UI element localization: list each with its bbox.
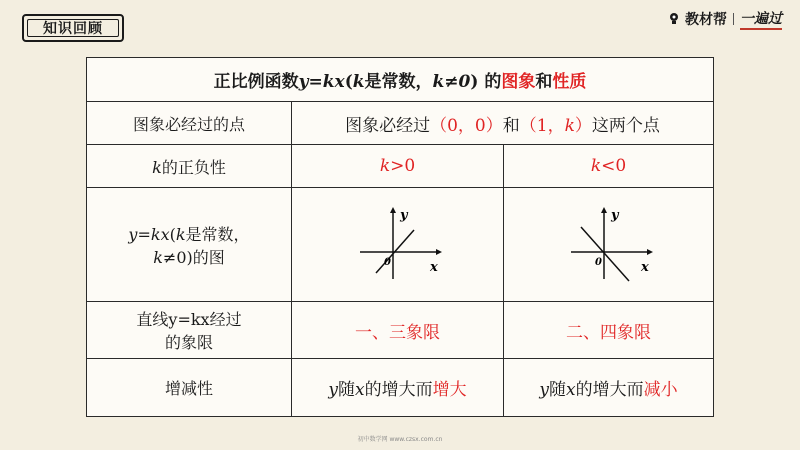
mono-pos-mid1: 随 — [338, 380, 355, 400]
lightbulb-icon — [669, 12, 679, 26]
point-second-open: （1， — [519, 115, 565, 136]
graph-label-k: k — [175, 224, 186, 244]
graph-positive — [348, 205, 448, 285]
section-tag-label: 知识回顾 — [27, 19, 119, 37]
sign-positive-k: k — [379, 156, 391, 176]
y-axis-arrow — [390, 207, 396, 213]
mono-neg-mid2: 的增大而 — [575, 380, 644, 400]
sign-positive-rest: >0 — [390, 156, 416, 176]
title-cond: k≠0 — [432, 72, 471, 92]
sign-label-k: k — [152, 157, 162, 177]
point-origin: （0，0） — [430, 115, 503, 136]
footer-watermark: 初中数学网 www.czsx.com.cn — [357, 436, 443, 443]
graph-positive-cell — [292, 188, 504, 302]
title-formula: y=kx — [298, 72, 345, 92]
mono-neg-x: x — [566, 380, 576, 400]
graph-label2-k: k — [153, 247, 163, 267]
graph-label-line2 — [87, 245, 291, 268]
monotonicity-positive — [292, 359, 504, 417]
quadrant-negative: 二、四象限 — [504, 302, 714, 359]
x-axis-label: x — [429, 259, 438, 275]
mono-pos-x: x — [355, 380, 365, 400]
origin-label: 0 — [594, 256, 602, 268]
graph-negative — [559, 205, 659, 285]
mono-neg-mid1: 随 — [549, 380, 566, 400]
points-label: 图象必经过的点 — [87, 102, 292, 145]
quadrant-label-line1: 直线y=kx经过 — [136, 310, 242, 329]
y-axis-arrow — [601, 207, 607, 213]
title-open: ( — [344, 72, 353, 92]
graph-label-open: ( — [169, 224, 176, 244]
point-second-k: k — [564, 115, 575, 136]
mono-neg-y: y — [539, 380, 549, 400]
graph-label — [87, 188, 292, 302]
brand-logo — [669, 10, 782, 28]
monotonicity-negative — [504, 359, 714, 417]
title-mid: 是常数， — [364, 72, 433, 92]
points-and: 和 — [502, 115, 520, 136]
graph-negative-wrap — [504, 205, 713, 285]
y-axis-label: y — [399, 207, 408, 223]
sign-positive — [292, 145, 504, 188]
graph-negative-cell — [504, 188, 714, 302]
table-title — [87, 58, 714, 102]
graph-label2-rest: ≠0)的图 — [162, 247, 225, 267]
line-negative-slope — [581, 227, 629, 281]
brand-separator — [733, 13, 734, 25]
x-axis-arrow — [647, 249, 653, 255]
monotonicity-label: 增减性 — [87, 359, 292, 417]
x-axis-arrow — [436, 249, 442, 255]
points-text-before: 图象必经过 — [345, 115, 431, 136]
graph-label-formula: y=kx — [128, 224, 170, 244]
graph-label-line1 — [87, 222, 291, 245]
mono-pos-mid2: 的增大而 — [364, 380, 433, 400]
point-second-close: ） — [574, 115, 592, 136]
title-k: k — [352, 72, 365, 92]
title-close: ) 的 — [470, 72, 502, 92]
sign-label-rest: 的正负性 — [161, 157, 226, 177]
section-tag — [22, 14, 124, 42]
graph-positive-wrap — [292, 205, 503, 285]
title-properties: 性质 — [552, 72, 587, 92]
mono-increase: 增大 — [432, 380, 467, 400]
y-axis-label: y — [610, 207, 619, 223]
x-axis-label: x — [640, 259, 649, 275]
sign-negative — [504, 145, 714, 188]
origin-label: 0 — [383, 256, 391, 268]
graph-label-rest: 是常数， — [185, 224, 250, 244]
sign-negative-k: k — [590, 156, 602, 176]
title-prefix: 正比例函数 — [213, 72, 299, 92]
points-text-after: 这两个点 — [591, 115, 660, 136]
sign-label — [87, 145, 292, 188]
quadrant-label-line2: 的象限 — [164, 333, 213, 352]
quadrant-label — [87, 302, 292, 359]
mono-decrease: 减小 — [643, 380, 678, 400]
brand-name: 教材帮 — [685, 12, 727, 28]
mono-pos-y: y — [328, 380, 338, 400]
properties-table — [86, 57, 714, 417]
title-graph: 图象 — [501, 72, 536, 92]
points-content — [292, 102, 714, 145]
brand-subname: 一遍过 — [740, 8, 782, 30]
quadrant-positive: 一、三象限 — [292, 302, 504, 359]
sign-negative-rest: <0 — [601, 156, 627, 176]
title-and: 和 — [535, 72, 553, 92]
